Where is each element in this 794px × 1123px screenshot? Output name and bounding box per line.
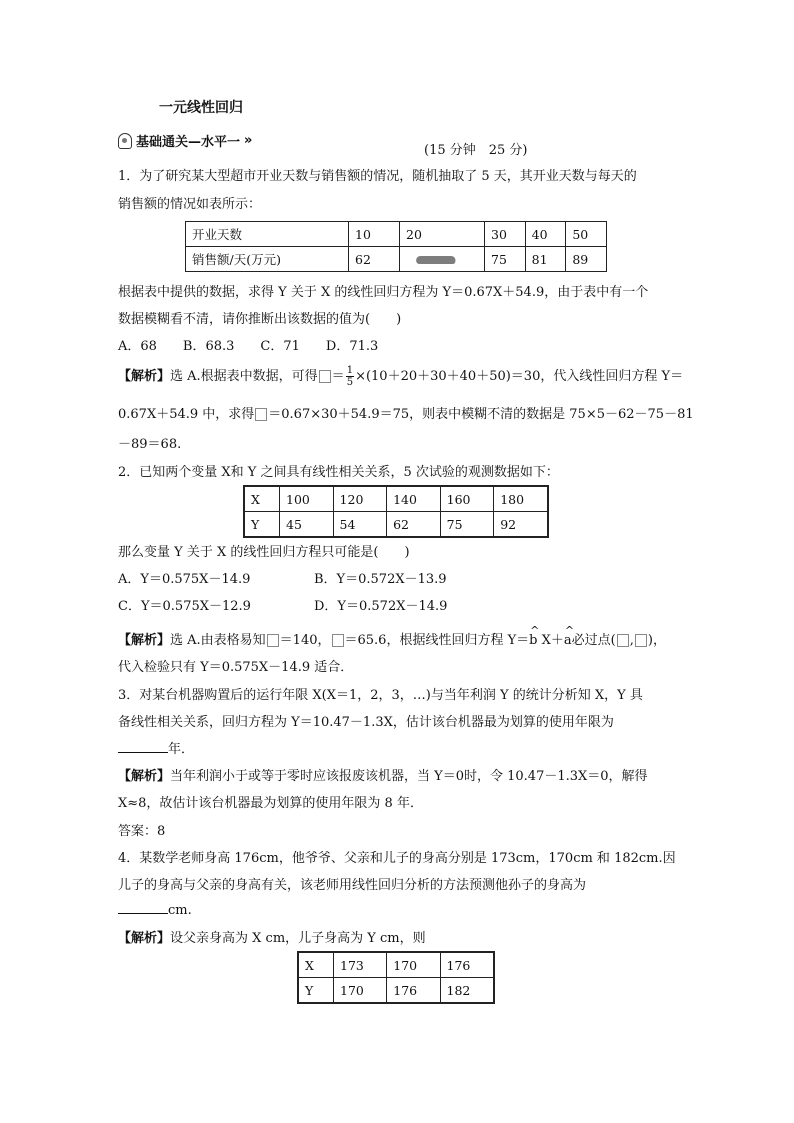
text: ×(10＋20＋30＋40＋50)＝30，代入线性回归方程 Y＝: [355, 369, 684, 384]
section-title: 一元线性回归: [159, 100, 243, 116]
x-bar-symbol: [617, 634, 629, 647]
text: X＋: [537, 633, 564, 648]
q2-option-d: D．Y＝0.572X－14.9: [314, 599, 448, 614]
text: 设父亲身高为 X cm，儿子身高为 Y cm，则: [170, 931, 426, 946]
table-row: [298, 978, 494, 1004]
table-cell: 45: [280, 512, 334, 538]
q4-line1: 4．某数学老师身高 176cm，他爷爷、父亲和儿子的身高分别是 173cm，170cm 和 182cm.因: [118, 851, 676, 866]
b-hat-symbol: ^ b: [529, 633, 537, 648]
q1-line1: 1．为了研究某大型超市开业天数与销售额的情况，随机抽取了 5 天，其开业天数与每天的: [118, 169, 637, 184]
q2-option-b: B．Y＝0.572X－13.9: [314, 572, 447, 587]
q1-solution-line3: －89＝68.: [118, 437, 182, 452]
text: 0.67X＋54.9 中，求得: [118, 407, 255, 422]
table-cell: 160: [440, 486, 494, 512]
x-bar-symbol: [319, 370, 331, 383]
table-cell: 54: [333, 512, 387, 538]
q4-line3: [118, 901, 192, 918]
text: ＝65.6，根据线性回归方程 Y＝: [344, 633, 530, 648]
y-bar-symbol: [255, 408, 267, 421]
table-cell: 100: [280, 486, 334, 512]
table-cell: 180: [494, 486, 548, 512]
q2-option-a: A．Y＝0.575X－14.9: [118, 572, 251, 587]
text: )，: [647, 633, 666, 648]
table-cell: 92: [494, 512, 548, 538]
table-cell: 120: [333, 486, 387, 512]
answer-blank: [118, 901, 168, 914]
q1-after1: 根据表中提供的数据，求得 Y 关于 X 的线性回归方程为 Y＝0.67X＋54.9，由于表中有一个: [118, 285, 649, 300]
fraction-denominator: 5: [346, 377, 354, 388]
lightbulb-icon: [118, 133, 132, 149]
table-cell: 20: [400, 222, 485, 247]
table-cell: 140: [387, 486, 441, 512]
table-cell: 89: [566, 247, 607, 272]
solution-label: 【解析】: [118, 769, 171, 784]
table-cell: 173: [334, 952, 387, 978]
solution-label: 【解析】: [118, 931, 171, 946]
text: ＝140，: [279, 633, 331, 648]
q1-solution-line2: [118, 403, 694, 422]
solution-label: 【解析】: [118, 369, 171, 384]
table-cell: 销售额/天(万元): [186, 247, 349, 272]
q4-table: [297, 951, 495, 1004]
q3-line3: [118, 738, 194, 757]
blurred-smudge: [415, 256, 458, 264]
table-cell: 81: [525, 247, 566, 272]
table-cell: 50: [566, 222, 607, 247]
fraction-numerator: 1: [346, 365, 354, 376]
text: 年．: [168, 742, 195, 757]
table-cell: 40: [525, 222, 566, 247]
table-cell: X: [244, 486, 280, 512]
table-cell: 176: [440, 952, 494, 978]
time-note: (15 分钟 25 分): [424, 143, 528, 158]
q1-table: [185, 221, 607, 272]
table-cell: 10: [349, 222, 400, 247]
level-banner: [118, 131, 252, 150]
q2-solution-line1: [118, 629, 666, 648]
text: 选 A.根据表中数据，可得: [170, 369, 318, 384]
table-cell: 170: [334, 978, 387, 1004]
text: ＝0.67×30＋54.9＝75，则表中模糊不清的数据是 75×5－62－75－81: [268, 407, 694, 422]
table-cell-blurred: [400, 247, 485, 272]
table-cell: 75: [440, 512, 494, 538]
q4-solution-line1: [118, 927, 426, 946]
table-row: [298, 952, 494, 978]
text: 选 A.由表格易知: [170, 633, 266, 648]
q1-options: A．68 B．68.3 C．71 D．71.3: [118, 339, 379, 354]
table-row: [186, 247, 607, 272]
solution-label: 【解析】: [118, 633, 171, 648]
fraction: [346, 365, 354, 388]
q3-line1: 3．对某台机器购置后的运行年限 X(X＝1，2，3，…)与当年利润 Y 的统计分析知 X，Y 具: [118, 688, 643, 703]
table-cell: Y: [244, 512, 280, 538]
q3-line2: 备线性相关关系，回归方程为 Y＝10.47－1.3X，估计该台机器最为划算的使用年限为: [118, 715, 614, 730]
q1-line2: 销售额的情况如表所示：: [118, 197, 262, 212]
y-bar-symbol: [332, 634, 344, 647]
table-cell: 75: [485, 247, 526, 272]
text: ,: [629, 633, 634, 648]
text: cm.: [168, 903, 192, 918]
q2-after1: 那么变量 Y 关于 X 的线性回归方程只可能是( ): [118, 545, 410, 560]
y-bar-symbol: [635, 634, 647, 647]
table-cell: X: [298, 952, 334, 978]
q3-solution-line2: X≈8，故估计该台机器最为划算的使用年限为 8 年．: [118, 796, 423, 811]
q2-solution-line2: 代入检验只有 Y＝0.575X－14.9 适合．: [118, 660, 354, 675]
answer-blank: [118, 740, 168, 753]
table-row: [244, 486, 548, 512]
q2-table: [243, 485, 549, 538]
table-cell: 62: [349, 247, 400, 272]
table-cell: 170: [387, 952, 440, 978]
q2-option-c: C．Y＝0.575X－12.9: [118, 599, 251, 614]
table-row: [244, 512, 548, 538]
table-cell: 182: [440, 978, 494, 1004]
x-bar-symbol: [267, 634, 279, 647]
text: 当年利润小于或等于零时应该报废该机器，当 Y＝0时，令 10.47－1.3X＝0，解得: [170, 769, 648, 784]
q3-solution-line1: [118, 765, 648, 784]
table-cell: 176: [387, 978, 440, 1004]
q3-answer: 答案：8: [118, 824, 166, 839]
table-cell: 开业天数: [186, 222, 349, 247]
q1-solution-line1: 【解析】选 A.根据表中数据，可得 ＝ $\frac{1}{5}$ ×(10＋20＋30＋40＋50)＝30，代入线性回归方程 Y＝: [118, 365, 684, 388]
table-cell: 30: [485, 222, 526, 247]
table-cell: Y: [298, 978, 334, 1004]
banner-label: 基础通关—水平一: [136, 135, 241, 150]
q2-line1: 2．已知两个变量 X和 Y 之间具有线性相关关系，5 次试验的观测数据如下：: [118, 465, 559, 480]
table-cell: 62: [387, 512, 441, 538]
table-row: [186, 222, 607, 247]
double-arrow-icon: »: [244, 133, 253, 148]
text: 必过点(: [571, 633, 616, 648]
q4-line2: 儿子的身高与父亲的身高有关，该老师用线性回归分析的方法预测他孙子的身高为: [118, 878, 587, 893]
q1-after2: 数据模糊看不清，请你推断出该数据的值为( ): [118, 312, 402, 327]
a-hat-symbol: ^ a: [564, 633, 572, 648]
